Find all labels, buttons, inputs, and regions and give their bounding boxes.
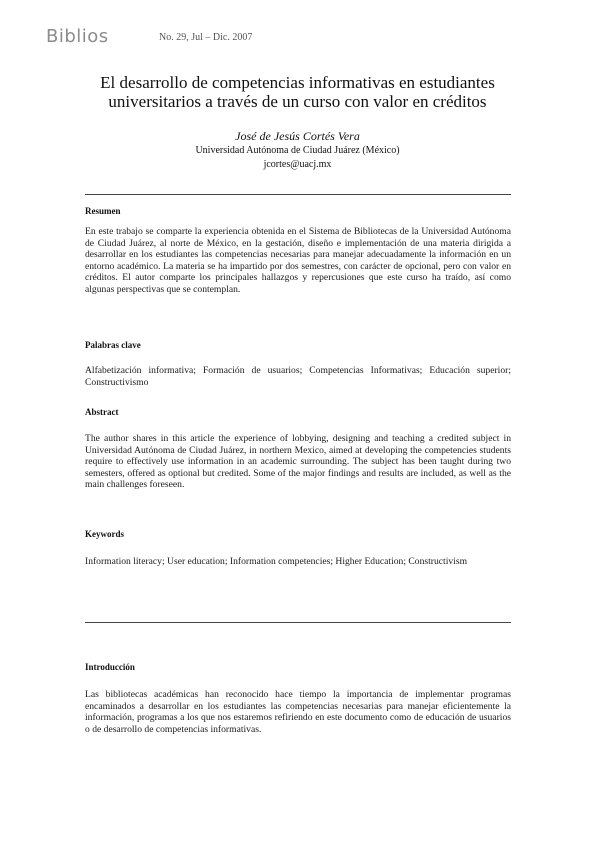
article-title: El desarrollo de competencias informativas en estudiantes universitarios a través de un curso con valor en créditos	[100, 73, 495, 111]
author-affiliation: Universidad Autónoma de Ciudad Juárez (México)	[195, 145, 400, 156]
author-name: José de Jesús Cortés Vera	[235, 129, 360, 143]
palabras-clave-text: Alfabetización informativa; Formación de usuarios; Competencias Informativas; Educación superior; Constructivismo	[85, 365, 511, 388]
journal-logo: Biblios	[46, 26, 109, 47]
introduccion-heading: Introducción	[85, 662, 135, 672]
keywords-heading: Keywords	[85, 529, 124, 539]
abstract-text: The author shares in this article the experience of lobbying, designing and teaching a credited subject in Universidad Autónoma de Ciudad Juárez, in northern Mexico, aimed at developing the competencies students require to effectively use information in an academic surrounding. The subject has been taught during two semesters, offered as optional but credited. Some of the major findings and results are included, as well as the main challenges foreseen.	[85, 433, 511, 491]
resumen-heading: Resumen	[85, 206, 121, 216]
author-email[interactable]: jcortes@uacj.mx	[263, 159, 332, 170]
keywords-text: Information literacy; User education; Information competencies; Higher Education; Constructivism	[85, 556, 468, 567]
palabras-clave-heading: Palabras clave	[85, 340, 141, 350]
resumen-text: En este trabajo se comparte la experiencia obtenida en el Sistema de Bibliotecas de la Universidad Autónoma de Ciudad Juárez, al norte de México, en la gestación, diseño e implementación de una materia dirigida a desarrollar en los estudiantes las competencias necesarias para manejar adecuadamente la información en un entorno académico. La materia se ha impartido por dos semestres, con carácter de opcional, pero con valor en créditos. El autor comparte los principales hallazgos y repercusiones que este curso ha traído, así como algunas perspectivas que se contemplan.	[85, 226, 511, 295]
introduccion-text: Las bibliotecas académicas han reconocido hace tiempo la importancia de implementar programas encaminados a desarrollar en los estudiantes las competencias necesarias para manejar eficientemente la información, programas a los que nos estaremos refiriendo en este documento como de educación de usuarios o de desarrollo de competencias informativas.	[85, 689, 511, 735]
top-divider	[85, 194, 511, 195]
bottom-divider	[85, 622, 511, 623]
abstract-heading: Abstract	[85, 407, 119, 417]
issue-label: No. 29, Jul – Dic. 2007	[159, 32, 253, 43]
